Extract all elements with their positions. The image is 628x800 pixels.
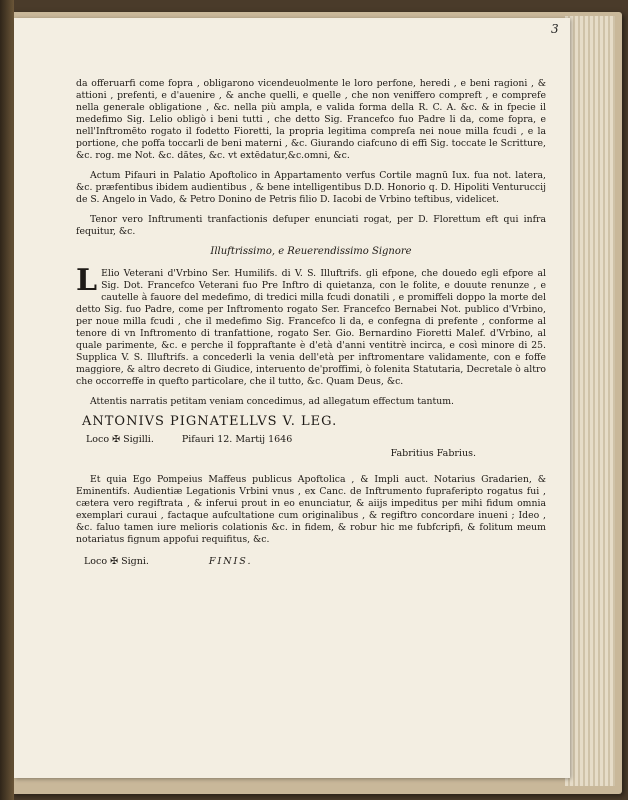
petition-heading: Illuftrissimo, e Reuerendissimo Signore [210,246,412,257]
document-body [76,78,546,568]
paragraph-notary: Et quia Ego Pompeius Maffeus publicus Apoftolica , & Impli auct. Notarius Gradarien, & Eminentifs. Audientiæ Legationis Vrbini vnus , ex Canc. de Inftrumento fupraferipto rogatus fui , cætera vero regiftrata , & inferui prout in eo enunciatur, & aiijs impeditus per mihi fidum omnia exemplari curaui , factaque aufcultatione cum originalibus , & regiftro concordare inueni ; Ideo , &c. faluo tamen iure melioris colationis &c. in fidem, & robur hic me fubfcripfi, & folitum meum notariatus fignum appofui requifitus, &c. [76,474,546,545]
final-seal-line [84,556,546,568]
document-page [14,18,570,778]
paragraph-petition [76,263,547,388]
secondary-signer: Fabritius Fabrius. [390,448,476,459]
notary-seal-place: Loco ✠ Signi. [84,556,149,567]
paragraph-actum: Actum Pifauri in Palatio Apoftolico in Appartamento verfus Cortile magnū Iux. fua not. latera, &c. præfentibus ibidem audientibus , & bene intelligentibus D.D. Honorio q. D. Hipoliti Venturuccij de S. Angelo in Vado, & Petro Donino de Petris filio D. Iacobi de Vrbino teftibus, videlicet. [76,170,546,205]
seal-line [86,434,546,446]
paragraph-attentis: Attentis narratis petitam veniam concedimus, ad allegatum effectum tantum. [90,396,454,407]
book-spine [0,0,14,800]
page-number: 3 [551,22,559,36]
petition-text: Elio Veterani d'Vrbino Ser. Humilifs. di V. S. Illuftrifs. gli efpone, che douedo egli efpore al Sig. Dot. Francefco Veterani fuo Pre Inftro di quietanza, con le folite, e douute renunze , e cautelle à fauore del medefimo, di tredici milla fcudi donatili , e promiffeli doppo la morte del detto Sig. fuo Padre, come per Inftromento rogato Ser. Francefco Bernabei Not. publico d'Vrbino, per noue milla fcudi , che il medefimo Sig. Francefco li da, e confegna di prefente , conforme al tenore di vn Inftromento di tranfattione, rogato Ser. Gio. Bernardino Fioretti Malef. d'Vrbino, al quale parimente, &c. e perche il foppraftante è d'età d'anni ventitrè incirca, e così minore di 25. Supplica V. S. Illuftrifs. a concederli la venia dell'età per inftromentare validamente, con e foffe maggiore, & altro decreto di Giudice, interuento de'proffimi, ò folenita Statutaria, Decretale ò altro che occorreffe in quefto particolare, che il tutto, &c. Quam Deus, &c. [76,268,547,387]
finis-label: FINIS. [208,556,253,567]
page-stack-edge [565,16,615,786]
paragraph-tenor: Tenor vero Inftrumenti tranfactionis defuper enunciati rogat, per D. Florettum eft qui infra fequitur, &c. [76,214,546,237]
paragraph-obligation: da offeruarfi come fopra , obligarono vicendeuolmente le loro perfone, heredi , e beni ragioni , & attioni , prefenti, e d'auenire , & anche quelli, e quelle , che non veniffero compreft , e comprefe nella generale obligatione , &c. nella più ampla, e valida forma della R. C. A. &c. & in fpecie il medefimo Sig. Lelio obligò i beni tutti , che detto Sig. Francefco fuo Padre li da, come fopra, e nell'Inftromēto rogato il fodetto Fioretti, la propria legitima compreſa nei noue milla fcudi , e la portione, che poffa toccarli de beni materni , &c. Giurando ciafcuno di effi Sig. toccate le Scritture, &c. rog. me Not. &c. dătes, &c. vt extēdatur,&c.omni, &c. [76,78,546,161]
date-line: Pifauri 12. Martij 1646 [181,434,293,445]
seal-place: Loco ✠ Sigilli. [86,434,154,445]
signer-name: ANTONIVS PIGNATELLVS V. LEG. [82,414,338,429]
drop-cap-letter: L [76,263,98,298]
